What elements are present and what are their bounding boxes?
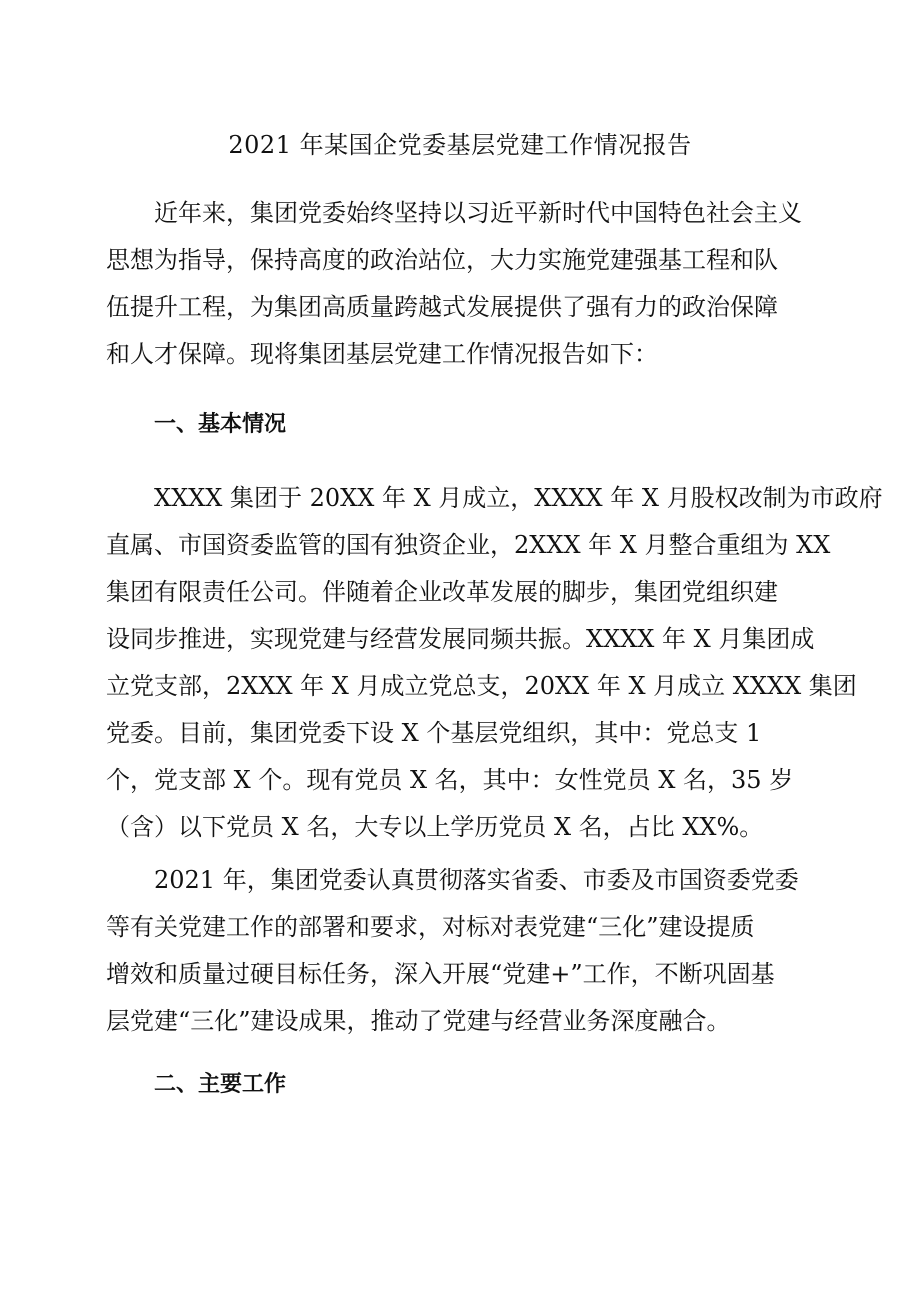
basic-line-8: （含）以下党员 X 名，大专以上学历党员 X 名，占比 XX%。	[106, 813, 764, 841]
intro-line-3: 伍提升工程，为集团高质量跨越式发展提供了强有力的政治保障	[106, 293, 778, 321]
basic-line-6: 党委。目前，集团党委下设 X 个基层党组织，其中：党总支 1	[106, 719, 762, 747]
basic-situation-paragraph	[106, 475, 883, 851]
basic-line-4: 设同步推进，实现党建与经营发展同频共振。XXXX 年 X 月集团成	[106, 625, 815, 653]
intro-line-4: 和人才保障。现将集团基层党建工作情况报告如下：	[106, 340, 658, 368]
basic-line-3: 集团有限责任公司。伴随着企业改革发展的脚步，集团党组织建	[106, 578, 778, 606]
year-line-1: 2021 年，集团党委认真贯彻落实省委、市委及市国资委党委	[154, 866, 799, 894]
year-line-3: 增效和质量过硬目标任务，深入开展“党建+”工作，不断巩固基	[106, 960, 775, 988]
basic-line-7: 个，党支部 X 个。现有党员 X 名，其中：女性党员 X 名，35 岁	[106, 766, 794, 794]
intro-paragraph	[106, 190, 802, 378]
year-line-2: 等有关党建工作的部署和要求，对标对表党建“三化”建设提质	[106, 913, 755, 941]
basic-line-1: XXXX 集团于 20XX 年 X 月成立，XXXX 年 X 月股权改制为市政府	[154, 484, 883, 512]
intro-line-1: 近年来，集团党委始终坚持以习近平新时代中国特色社会主义	[154, 199, 802, 227]
section-heading-main-work: 二、主要工作	[154, 1072, 287, 1097]
section-heading-basic-situation: 一、基本情况	[154, 412, 287, 437]
year-2021-paragraph	[106, 857, 799, 1045]
year-line-4: 层党建“三化”建设成果，推动了党建与经营业务深度融合。	[106, 1007, 731, 1035]
document-title: 2021 年某国企党委基层党建工作情况报告	[228, 131, 692, 159]
basic-line-5: 立党支部，2XXX 年 X 月成立党总支，20XX 年 X 月成立 XXXX 集团	[106, 672, 857, 700]
basic-line-2: 直属、市国资委监管的国有独资企业，2XXX 年 X 月整合重组为 XX	[106, 531, 831, 559]
intro-line-2: 思想为指导，保持高度的政治站位，大力实施党建强基工程和队	[106, 246, 778, 274]
